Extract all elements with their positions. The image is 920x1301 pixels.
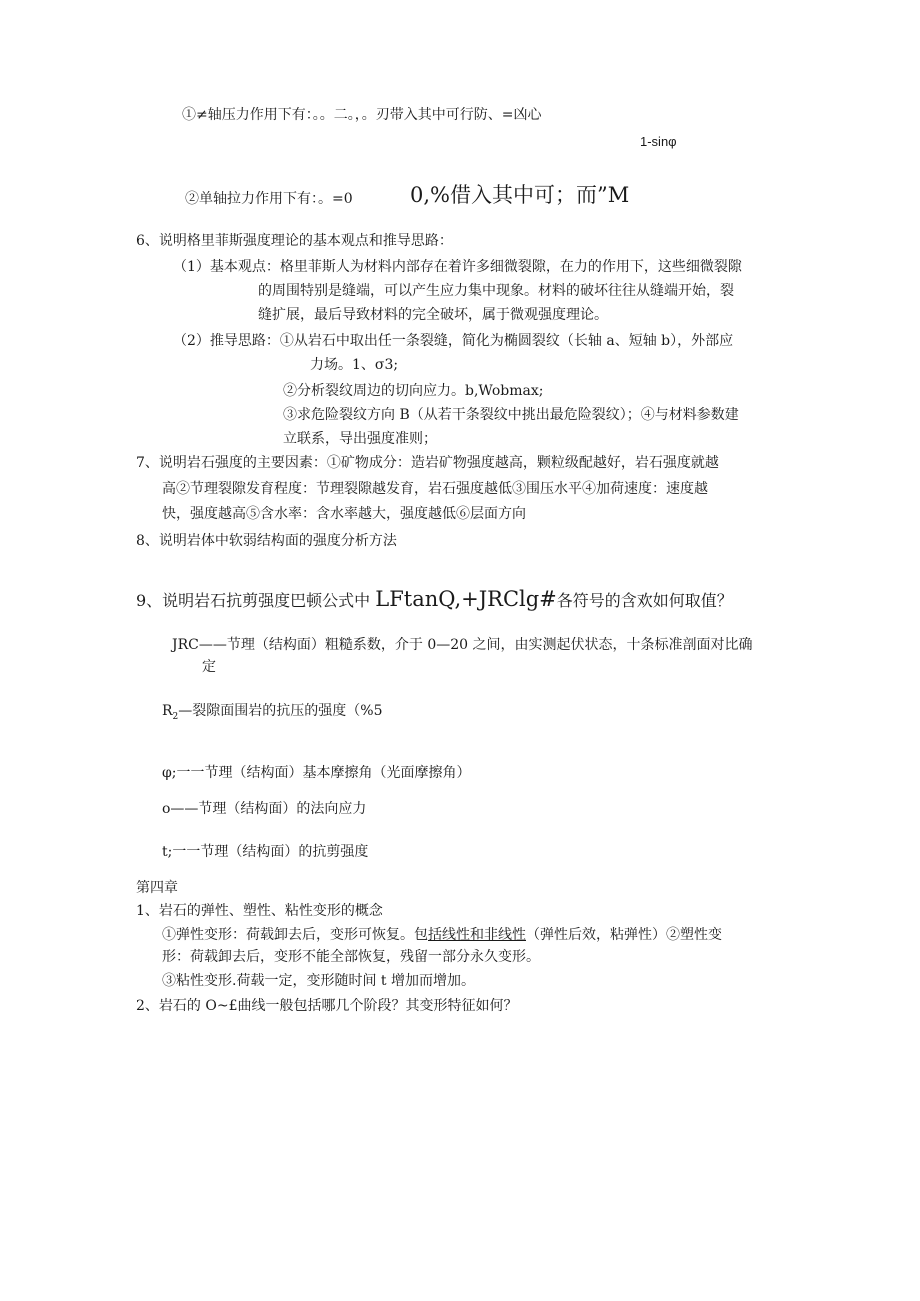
r2-subscript: 2 (172, 711, 179, 722)
formula-denominator: 1-sinφ (640, 134, 677, 149)
c1-line-1-post: （弹性后效，粘弹性）②塑性变 (526, 927, 722, 943)
question-7-line-2: 高②节理裂隙发育程度：节理裂隙越发育，岩石强度越低③围压水平④加荷速度：速度越 (162, 481, 708, 497)
q6-viewpoint-line-2: 的周围特别是缝端，可以产生应力集中现象。材料的破坏往往从缝端开始，裂 (258, 283, 734, 299)
phi-definition: φ;一一节理（结构面）基本摩擦角（光面摩擦角） (162, 765, 471, 781)
jrc-definition-line-1: JRC——节理（结构面）粗糙系数，介于 0—20 之间，由实测起伏状态，十条标准剖面对比确 (172, 637, 753, 653)
question-8-heading: 8、说明岩体中软弱结构面的强度分析方法 (136, 533, 397, 549)
formula-line-uniaxial-tension: ②单轴拉力作用下有：。=0 (185, 191, 353, 207)
c1-line-3: ③粘性变形.荷载一定，变形随时间 t 增加而增加。 (162, 973, 475, 989)
c1-line-1-pre: ①弹性变形：荷载卸去后，变形可恢复。包 (162, 927, 428, 943)
q6-viewpoint-line-1: （1）基本观点：格里菲斯人为材料内部存在着许多细微裂隙，在力的作用下，这些细微裂隙 (173, 259, 742, 275)
q6-derivation-line-1: （2）推导思路：①从岩石中取出任一条裂缝，简化为椭圆裂纹（长轴 a、短轴 b），外部应 (173, 333, 734, 349)
chapter-4-question-1: 1、岩石的弹性、塑性、粘性变形的概念 (136, 903, 383, 919)
c1-line-1 (162, 924, 722, 946)
jrc-definition-line-2: 定 (202, 659, 216, 675)
question-7-line-1: 7、说明岩石强度的主要因素：①矿物成分：造岩矿物强度越高，颗粒级配越好，岩石强度就越 (136, 455, 719, 471)
q6-derivation-line-3: ②分析裂纹周边的切向应力。b,Wobmax; (283, 383, 544, 399)
q9-text-post: 各符号的含欢如何取值？ (556, 591, 733, 610)
sigma-definition: o——节理（结构面）的法向应力 (162, 801, 367, 817)
r2-definition (162, 700, 383, 728)
q6-viewpoint-line-3: 缝扩展，最后导致材料的完全破坏，属于微观强度理论。 (258, 307, 608, 323)
q9-text-pre: 9、说明岩石抗剪强度巴顿公式中 (136, 591, 376, 610)
tau-definition: t;一一节理（结构面）的抗剪强度 (162, 844, 369, 860)
q6-derivation-line-2: 力场。1、σ3; (310, 357, 399, 373)
c1-line-1-underlined: 括线性和非线性 (428, 927, 526, 943)
question-7-line-3: 快，强度越高⑤含水率：含水率越大，强度越低⑥层面方向 (162, 506, 526, 522)
formula-line-tension-expression: 0,%借入其中可；而”M (410, 183, 630, 207)
chapter-4-title: 第四章 (136, 880, 178, 896)
question-6-heading: 6、说明格里菲斯强度理论的基本观点和推导思路： (136, 233, 453, 249)
q6-derivation-line-5: 立联系，导出强度准则； (283, 431, 437, 447)
question-9-heading (136, 588, 733, 612)
r2-text: —裂隙面围岩的抗压的强度（%5 (178, 703, 383, 719)
q6-derivation-line-4: ③求危险裂纹方向 B（从若干条裂纹中挑出最危险裂纹）；④与材料参数建 (283, 407, 739, 423)
chapter-4-question-2: 2、岩石的 O~£曲线一般包括哪几个阶段？其变形特征如何？ (136, 998, 518, 1014)
r2-symbol: R (162, 703, 173, 719)
c1-line-2: 形：荷载卸去后，变形不能全部恢复，残留一部分永久变形。 (162, 949, 540, 965)
formula-line-uniaxial-compression: ①≠轴压力作用下有：。。二。，。刃带入其中可行防、=凶心 (182, 107, 542, 123)
q9-formula: LFtanQ,+JRClg# (375, 587, 557, 611)
